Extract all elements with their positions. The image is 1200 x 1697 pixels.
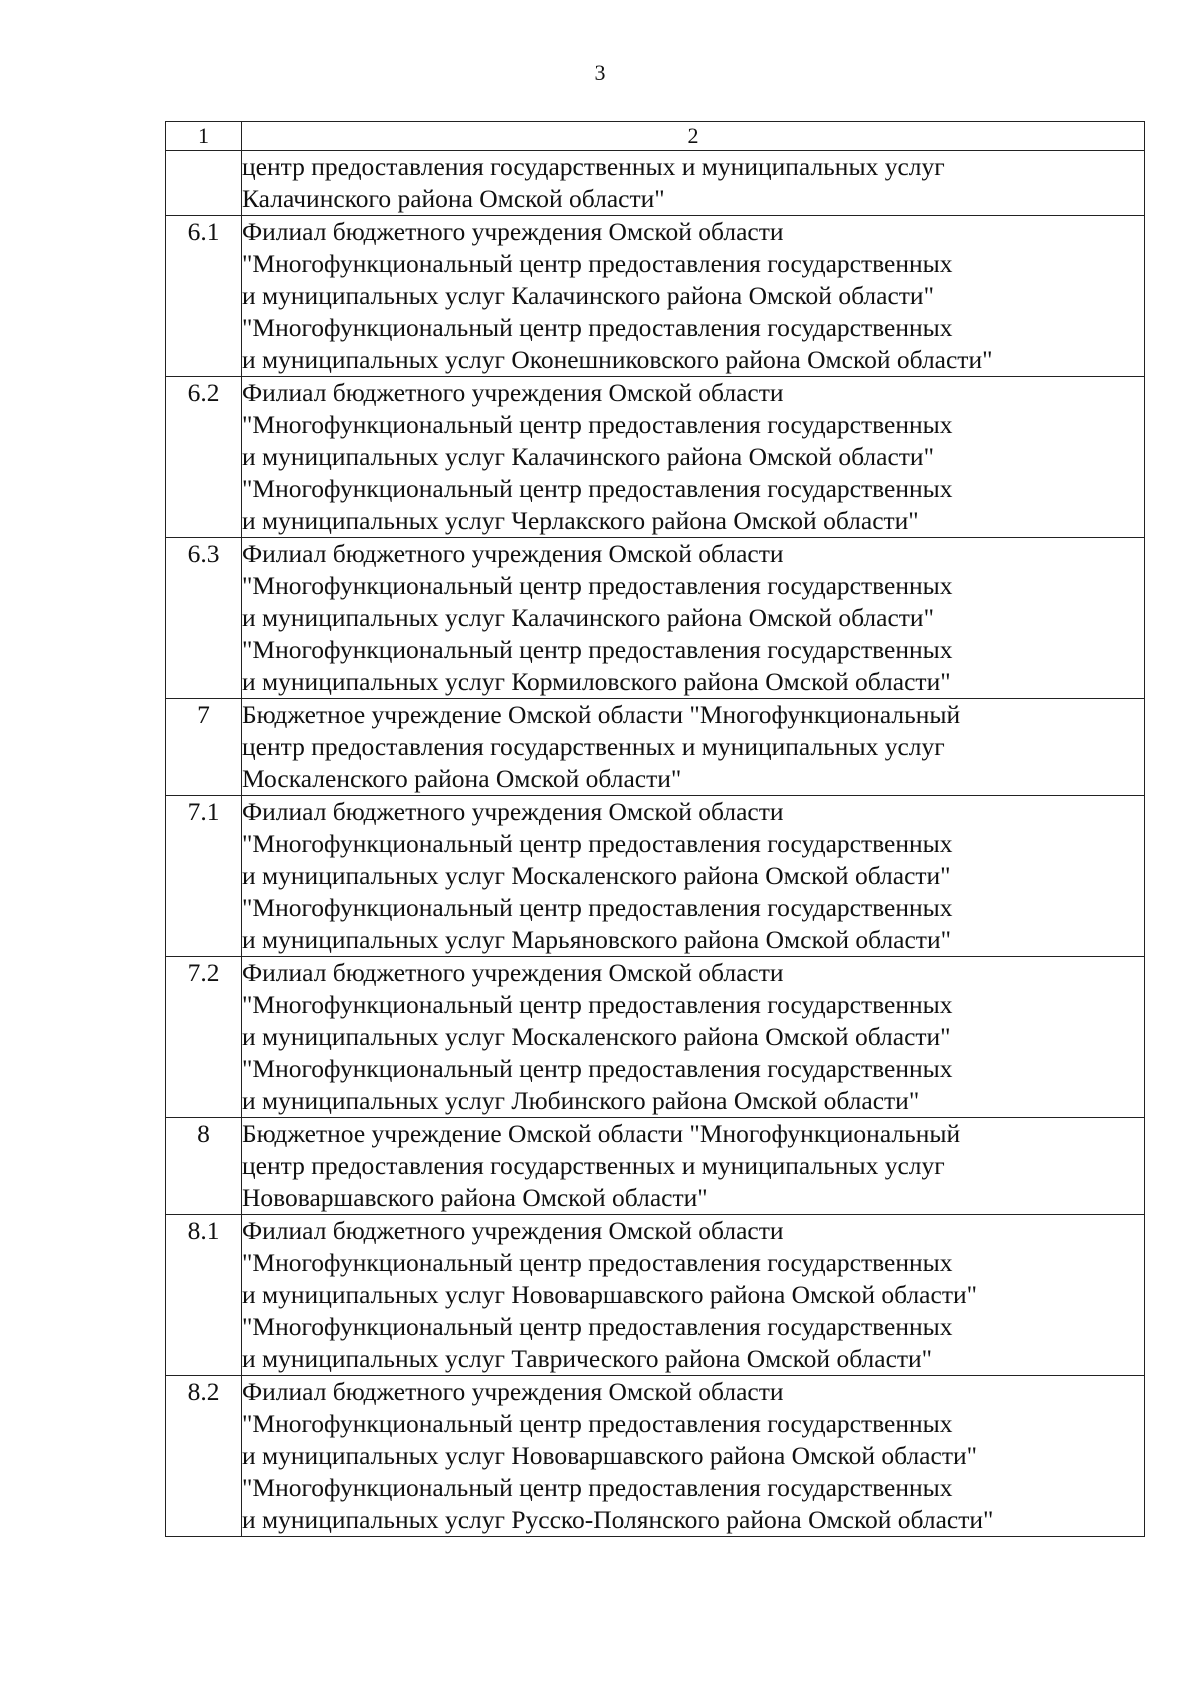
text-line: Бюджетное учреждение Омской области "Многофункциональный [242,700,961,729]
text-line: "Многофункциональный центр предоставления государственных [242,829,953,858]
row-institution-name [242,796,1145,957]
text-line: центр предоставления государственных и муниципальных услуг [242,152,945,181]
table-row [166,216,1145,377]
table-row [166,796,1145,957]
text-line: Москаленского района Омской области" [242,764,682,793]
row-institution-name [242,957,1145,1118]
table-row [166,1118,1145,1215]
row-number: 8.2 [166,1376,242,1537]
text-line: и муниципальных услуг Таврического района Омской области" [242,1344,933,1373]
text-line: и муниципальных услуг Кормиловского района Омской области" [242,667,951,696]
row-number: 8.1 [166,1215,242,1376]
table-row [166,538,1145,699]
table-header-row [166,122,1145,151]
text-line: "Многофункциональный центр предоставления государственных [242,1054,953,1083]
text-line: Филиал бюджетного учреждения Омской области [242,217,784,246]
text-line: "Многофункциональный центр предоставления государственных [242,990,953,1019]
header-col-number: 1 [166,122,242,151]
text-line: Калачинского района Омской области" [242,184,665,213]
page-number: 3 [594,60,606,85]
row-institution-name [242,216,1145,377]
text-line: Филиал бюджетного учреждения Омской области [242,378,784,407]
text-line: и муниципальных услуг Москаленского района Омской области" [242,1022,951,1051]
text-line: "Многофункциональный центр предоставления государственных [242,1473,953,1502]
table-row [166,699,1145,796]
row-number: 7 [166,699,242,796]
text-line: "Многофункциональный центр предоставления государственных [242,635,953,664]
text-line: и муниципальных услуг Калачинского района Омской области" [242,603,934,632]
text-line: "Многофункциональный центр предоставления государственных [242,893,953,922]
row-institution-name [242,1118,1145,1215]
row-number: 6.1 [166,216,242,377]
text-line: и муниципальных услуг Нововаршавского района Омской области" [242,1441,978,1470]
text-line: и муниципальных услуг Оконешниковского района Омской области" [242,345,993,374]
text-line: "Многофункциональный центр предоставления государственных [242,1248,953,1277]
text-line: и муниципальных услуг Русско-Полянского района Омской области" [242,1505,994,1534]
row-number [166,151,242,216]
row-number: 6.2 [166,377,242,538]
row-institution-name [242,1215,1145,1376]
row-institution-name [242,538,1145,699]
row-institution-name [242,699,1145,796]
text-line: Филиал бюджетного учреждения Омской области [242,797,784,826]
table-row [166,377,1145,538]
text-line: "Многофункциональный центр предоставления государственных [242,313,953,342]
text-line: и муниципальных услуг Марьяновского района Омской области" [242,925,952,954]
text-line: "Многофункциональный центр предоставления государственных [242,249,953,278]
row-number: 7.2 [166,957,242,1118]
table-row [166,151,1145,216]
row-number: 7.1 [166,796,242,957]
row-number: 6.3 [166,538,242,699]
text-line: Филиал бюджетного учреждения Омской области [242,539,784,568]
text-line: и муниципальных услуг Калачинского района Омской области" [242,442,934,471]
text-line: "Многофункциональный центр предоставления государственных [242,571,953,600]
text-line: центр предоставления государственных и муниципальных услуг [242,1151,945,1180]
table-row [166,1215,1145,1376]
text-line: и муниципальных услуг Москаленского района Омской области" [242,861,951,890]
text-line: "Многофункциональный центр предоставления государственных [242,1312,953,1341]
text-line: и муниципальных услуг Нововаршавского района Омской области" [242,1280,978,1309]
table-row [166,1376,1145,1537]
text-line: Филиал бюджетного учреждения Омской области [242,1377,784,1406]
row-institution-name [242,377,1145,538]
text-line: и муниципальных услуг Калачинского района Омской области" [242,281,934,310]
text-line: Филиал бюджетного учреждения Омской области [242,1216,784,1245]
table-row [166,957,1145,1118]
text-line: Филиал бюджетного учреждения Омской области [242,958,784,987]
text-line: Бюджетное учреждение Омской области "Многофункциональный [242,1119,961,1148]
text-line: и муниципальных услуг Любинского района Омской области" [242,1086,920,1115]
text-line: "Многофункциональный центр предоставления государственных [242,410,953,439]
row-number: 8 [166,1118,242,1215]
row-institution-name [242,151,1145,216]
text-line: "Многофункциональный центр предоставления государственных [242,474,953,503]
institutions-table [165,121,1145,1537]
text-line: Нововаршавского района Омской области" [242,1183,708,1212]
text-line: центр предоставления государственных и муниципальных услуг [242,732,945,761]
row-institution-name [242,1376,1145,1537]
text-line: и муниципальных услуг Черлакского района Омской области" [242,506,919,535]
text-line: "Многофункциональный центр предоставления государственных [242,1409,953,1438]
header-col-name: 2 [242,122,1145,151]
